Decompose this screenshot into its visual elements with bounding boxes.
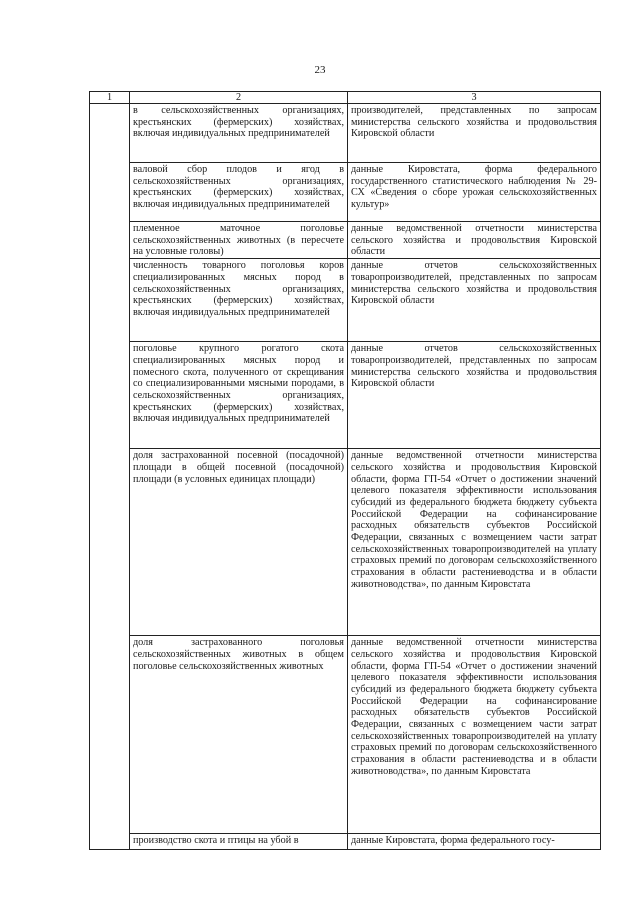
- indicator-cell: [130, 342, 348, 449]
- source-text: данные ведомственной отчетности министерства сельского хозяйства и продовольствия Кировской области: [351, 223, 597, 258]
- indicator-cell: [130, 834, 348, 850]
- source-cell: [348, 259, 601, 342]
- source-cell: [348, 449, 601, 636]
- indicators-table: [89, 91, 601, 850]
- source-cell: [348, 342, 601, 449]
- column-header-2: 2: [130, 92, 348, 104]
- table-row: [90, 104, 601, 163]
- table-row: [90, 342, 601, 449]
- table-row: [90, 222, 601, 259]
- table-header-row: [90, 92, 601, 104]
- indicator-text: валовой сбор плодов и ягод в сельскохозяйственных организациях, крестьянских (фермерских) хозяйствах, включая индивидуальных предпринимателей: [133, 164, 344, 211]
- source-text: данные ведомственной отчетности министерства сельского хозяйства и продовольствия Кировской области, форма ГП-54 «Отчет о достижении значений целевого показателя эффективности использования субсидий из федерального бюджета бюджету субъекта Российской Федерации на софинансирование расходных обязательств субъектов Российской Федерации, связанных с возмещением части затрат сельскохозяйственных товаропроизводителей на уплату страховых премий по договорам сельскохозяйственного страхования в области растениеводства и в области животноводства», по данным Кировстата: [351, 637, 597, 777]
- indicator-cell: [130, 449, 348, 636]
- indicator-text: в сельскохозяйственных организациях, крестьянских (фермерских) хозяйствах, включая индивидуальных предпринимателей: [133, 105, 344, 140]
- indicator-text: племенное маточное поголовье сельскохозяйственных животных (в пересчете на условные головы): [133, 223, 344, 258]
- source-text: данные ведомственной отчетности министерства сельского хозяйства и продовольствия Кировской области, форма ГП-54 «Отчет о достижении значений целевого показателя эффективности использования субсидий из федерального бюджета бюджету субъекта Российской Федерации на софинансирование расходных обязательств субъектов Российской Федерации, связанных с возмещением части затрат сельскохозяйственных товаропроизводителей на уплату страховых премий по договорам сельскохозяйственного страхования в области растениеводства и в области животноводства», по данным Кировстата: [351, 450, 597, 590]
- indicator-text: численность товарного поголовья коров специализированных мясных пород в сельскохозяйственных организациях, крестьянских (фермерских) хозяйствах, включая индивидуальных предпринимателей: [133, 260, 344, 318]
- indicator-cell: [130, 222, 348, 259]
- number-cell: [90, 104, 130, 850]
- source-cell: [348, 636, 601, 834]
- source-text: данные Кировстата, форма федерального государственного статистического наблюдения № 29-СХ «Сведения о сборе урожая сельскохозяйственных культур»: [351, 164, 597, 211]
- source-text: производителей, представленных по запросам министерства сельского хозяйства и продовольствия Кировской области: [351, 105, 597, 140]
- table-row: [90, 636, 601, 834]
- source-text: данные Кировстата, форма федерального госу-: [351, 835, 555, 847]
- indicator-text: производство скота и птицы на убой в: [133, 835, 299, 847]
- source-text: данные отчетов сельскохозяйственных товаропроизводителей, представленных по запросам министерства сельского хозяйства и продовольствия Кировской области: [351, 343, 597, 390]
- source-cell: [348, 834, 601, 850]
- source-cell: [348, 163, 601, 222]
- page-number: 23: [314, 64, 326, 76]
- column-header-1: 1: [90, 92, 130, 104]
- indicator-text: поголовье крупного рогатого скота специализированных мясных пород и помесного скота, полученного от скрещивания со специализированными мясными породами, в сельскохозяйственных организациях, крестьянских (фермерских) хозяйствах, включая индивидуальных предпринимателей: [133, 343, 344, 425]
- source-text: данные отчетов сельскохозяйственных товаропроизводителей, представленных по запросам министерства сельского хозяйства и продовольствия Кировской области: [351, 260, 597, 307]
- table-row: [90, 259, 601, 342]
- source-cell: [348, 222, 601, 259]
- indicator-text: доля застрахованного поголовья сельскохозяйственных животных в общем поголовье сельскохозяйственных животных: [133, 637, 344, 672]
- indicator-cell: [130, 259, 348, 342]
- indicator-cell: [130, 163, 348, 222]
- table-row: [90, 834, 601, 850]
- table-row: [90, 163, 601, 222]
- indicator-cell: [130, 636, 348, 834]
- indicator-cell: [130, 104, 348, 163]
- source-cell: [348, 104, 601, 163]
- indicator-text: доля застрахованной посевной (посадочной) площади в общей посевной (посадочной) площади (в условных единицах площади): [133, 450, 344, 485]
- table-row: [90, 449, 601, 636]
- column-header-3: 3: [348, 92, 601, 104]
